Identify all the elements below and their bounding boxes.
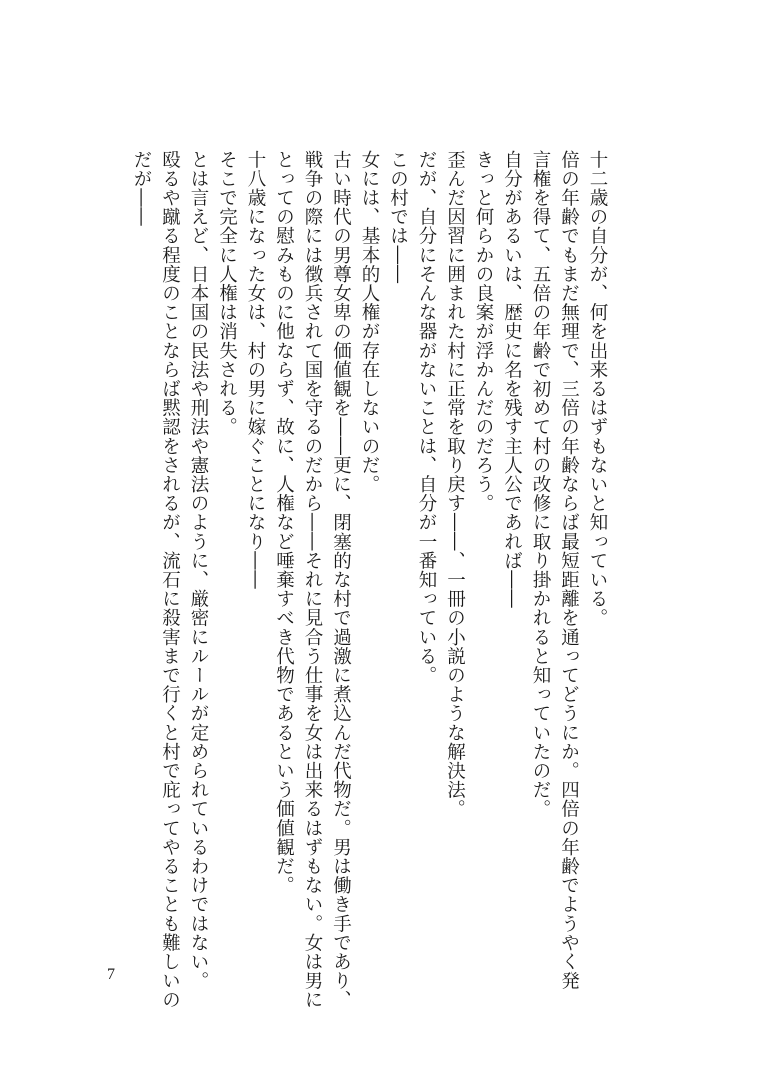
text-line: 古い時代の男尊女卑の価値観を――更に、閉塞的な村で過激に煮込んだ代物だ。男は働き手であり、 bbox=[330, 150, 352, 1010]
text-line: 十二歳の自分が、何を出来るはずもないと知っている。 bbox=[587, 150, 608, 628]
text-line: 言権を得て、五倍の年齢で初めて村の改修に取り掛かれると知っていたのだ。 bbox=[530, 150, 551, 819]
text-line: 歪んだ因習に囲まれた村に正常を取り戻す――、一冊の小説のような解決法。 bbox=[444, 150, 466, 819]
text-line: 殴るや蹴る程度のことならば黙認をされるが、流石に殺害まで行くと村で庇ってやることも難しいの bbox=[159, 150, 181, 1010]
text-line: 戦争の際には徴兵されて国を守るのだから――それに見合う仕事を女は出来るはずもない。女は男に bbox=[302, 150, 323, 1010]
text-line: とは言えど、日本国の民法や刑法や憲法のように、厳密にルールが定められているわけではない。 bbox=[188, 150, 209, 991]
text-line: そこで完全に人権は消失される。 bbox=[216, 150, 238, 437]
text-line: 十八歳になった女は、村の男に嫁ぐことになり―― bbox=[245, 150, 266, 590]
text-line: この村では―― bbox=[387, 150, 409, 284]
text-line: 自分があるいは、歴史に名を残す主人公であれば―― bbox=[501, 150, 523, 609]
vertical-text-body bbox=[127, 150, 612, 1010]
text-line: きっと何らかの良案が浮かんだのだろう。 bbox=[473, 150, 494, 513]
text-line: だが―― bbox=[131, 150, 152, 227]
text-line: 女には、基本的人権が存在しないのだ。 bbox=[359, 150, 380, 494]
text-line: 倍の年齢でもまだ無理で、三倍の年齢ならば最短距離を通ってどうにか。四倍の年齢でようやく発 bbox=[558, 150, 580, 991]
text-line: だが、自分にそんな器がないことは、自分が一番知っている。 bbox=[416, 150, 437, 685]
page-number: 7 bbox=[107, 966, 115, 983]
text-line: とっての慰みものに他ならず、故に、人権など唾棄すべき代物であるという価値観だ。 bbox=[273, 150, 295, 895]
